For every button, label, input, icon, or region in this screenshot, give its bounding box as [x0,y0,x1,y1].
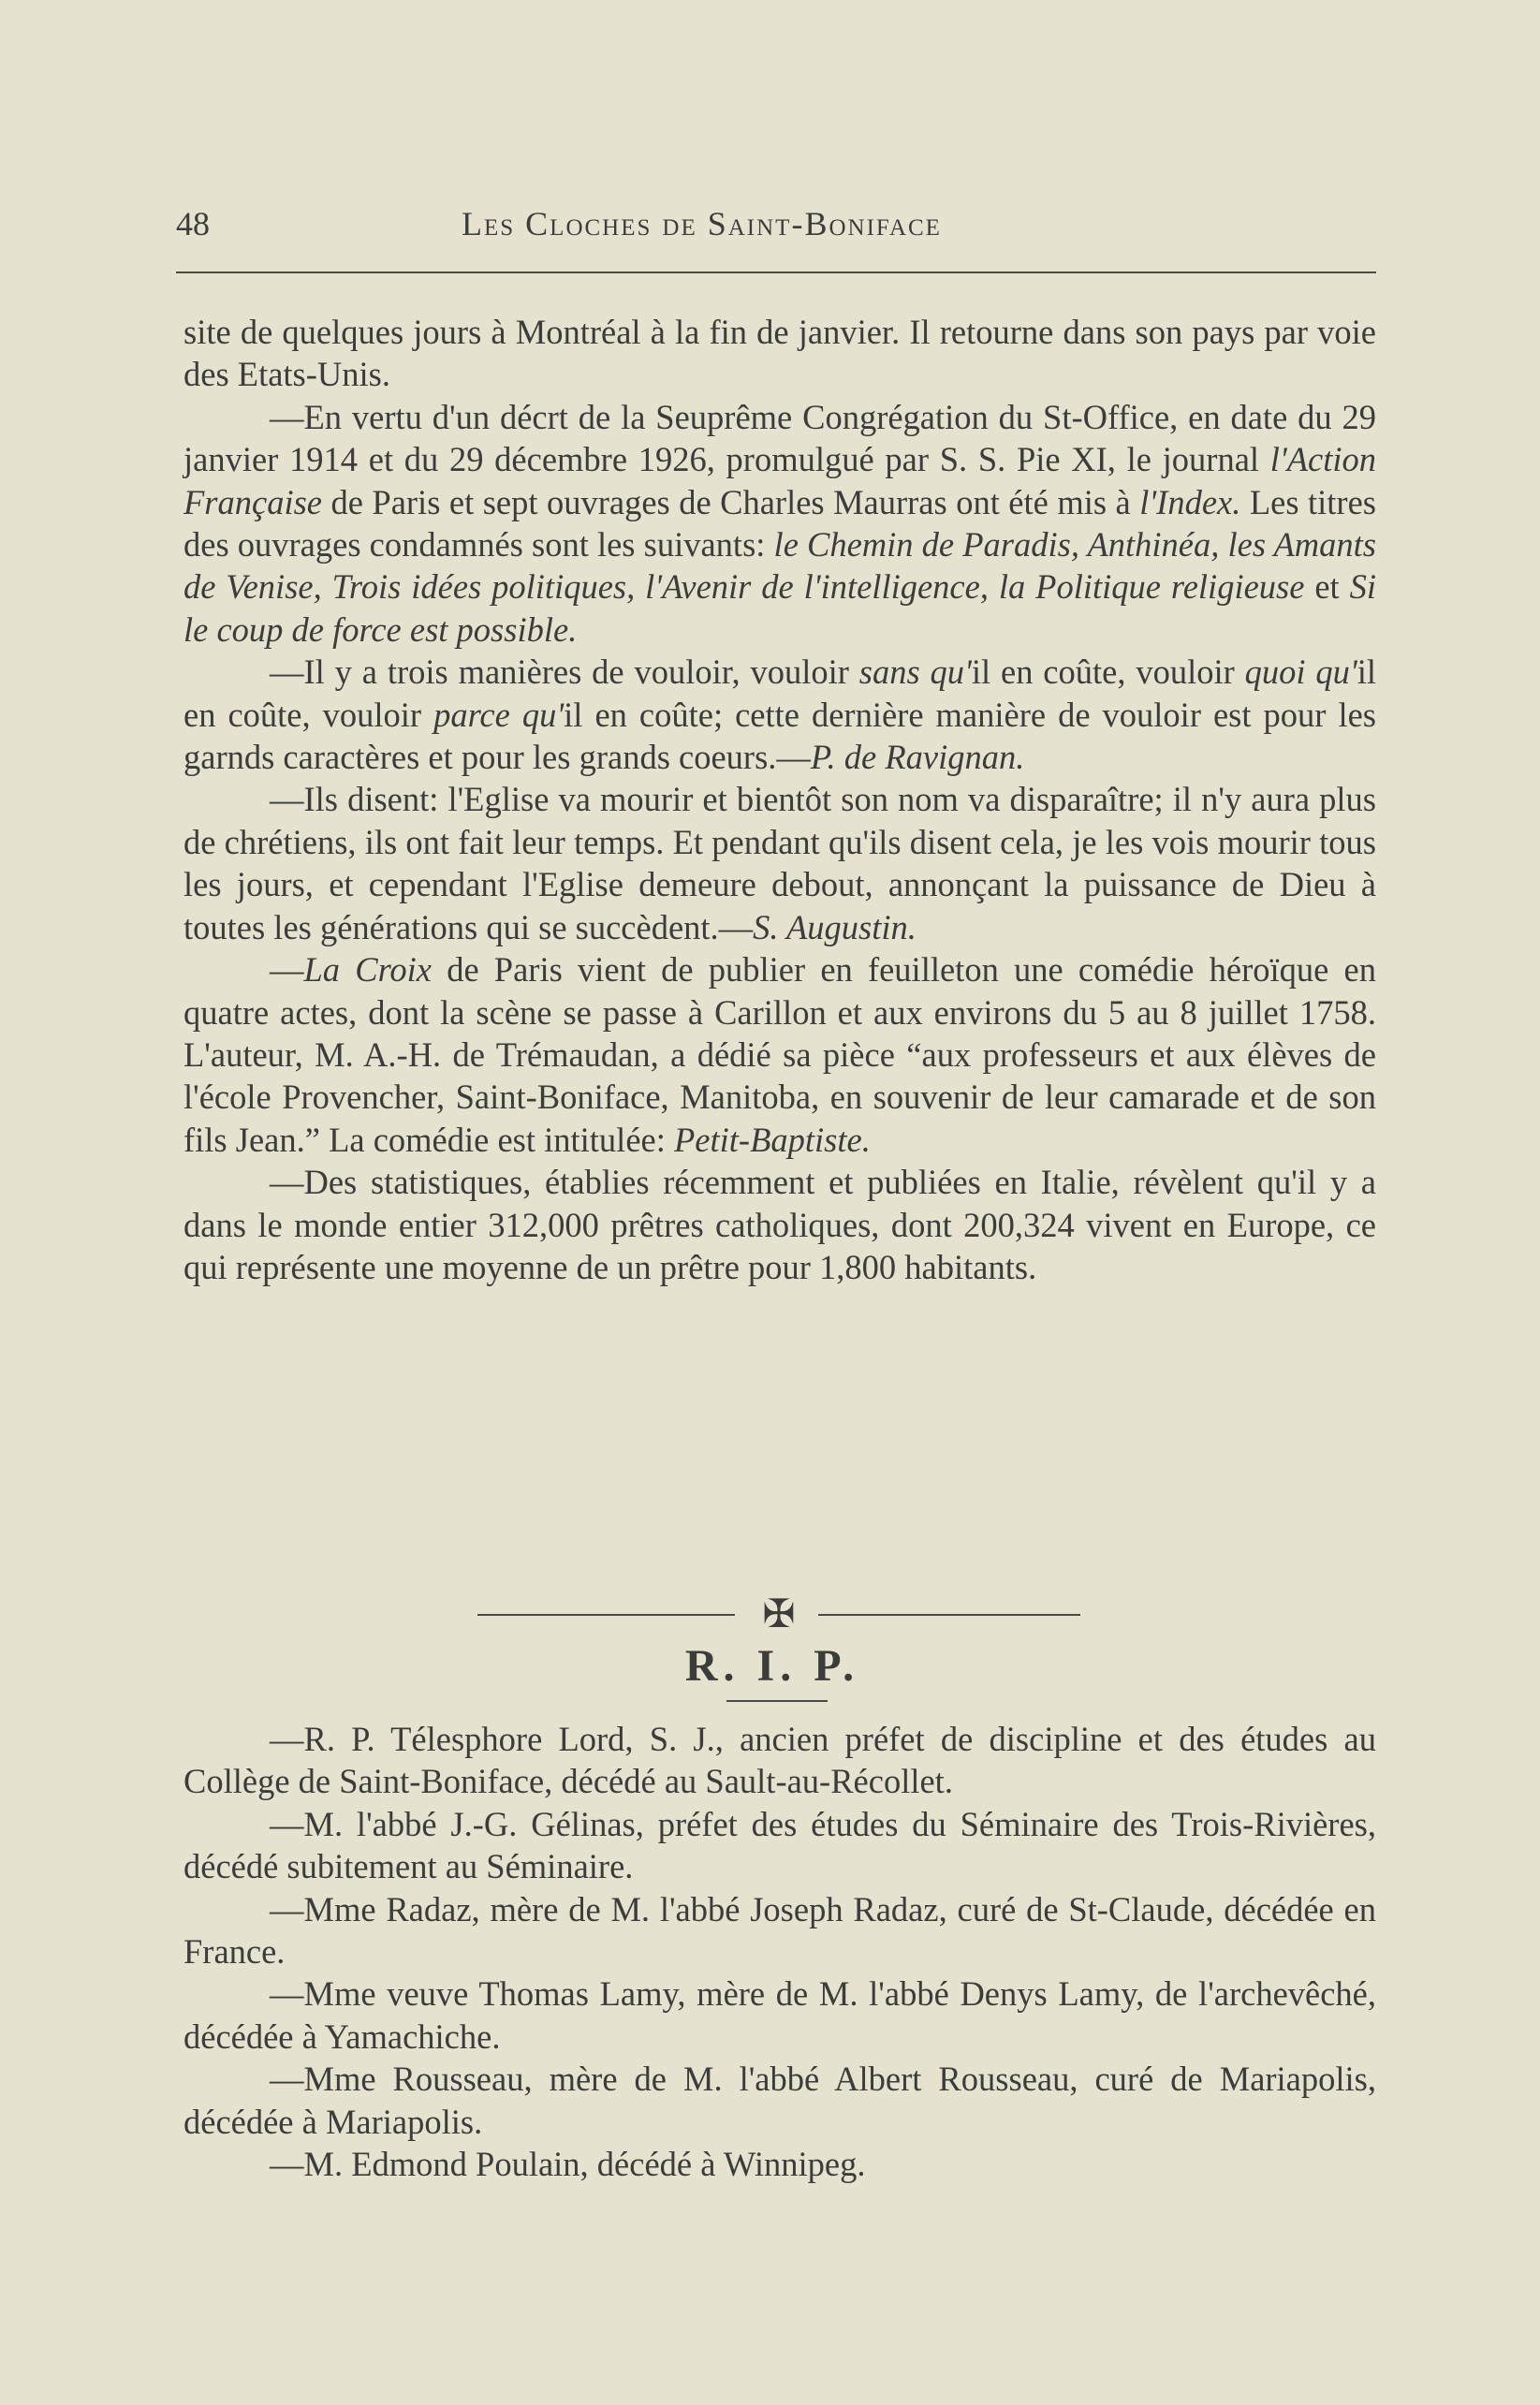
rip-item: —Mme Radaz, mère de M. l'abbé Joseph Radaz, curé de St-Claude, décédée en France. [183,1889,1376,1972]
text-run: il en coûte, vouloir [183,653,1376,734]
italic-run: Si le coup de force est possible. [183,567,1376,649]
body-text [183,311,1376,1288]
paragraph-ravignan-quote [183,651,1376,778]
text-run: de Paris vient de publier en feuilleton une comédie héroïque en quatre actes, dont la scène se passe à Carillon et aux environs du 5 au 8 juillet 1758. L'auteur, M. A.-H. de Trémaudan, a dédié sa pièce “aux professeurs et aux élèves de l'école Provencher, Saint-Boniface, Manitoba, en souvenir de leur camarade et de son fils Jean.” La comédie est intitulée: [183,950,1376,1159]
italic-run: Petit-Baptiste. [674,1120,871,1159]
italic-run: P. de Ravignan. [810,738,1025,777]
page-number: 48 [176,205,210,242]
text-run: il en coûte; cette dernière manière de vouloir est pour les garnds caractères et pour les grands coeurs.— [183,695,1376,777]
text-run: —Il y a trois manières de vouloir, vouloir [270,653,859,692]
paragraph-action-francaise [183,396,1376,651]
rip-item: —M. Edmond Poulain, décédé à Winnipeg. [270,2145,866,2184]
italic-run: quoi qu' [1244,653,1357,692]
paragraph-statistiques [183,1161,1376,1288]
rip-item: —Mme Rousseau, mère de M. l'abbé Albert Rousseau, curé de Mariapolis, décédée à Mariapolis. [183,2060,1376,2141]
text-run: il en coûte, vouloir [971,653,1245,692]
paragraph-text: —Des statistiques, établies récemment et publiées en Italie, révèlent qu'il y a dans le monde entier 312,000 prêtres catholiques, dont 200,324 vivent en Europe, ce qui représente une moyenne de un prêtre pour 1,800 habitants. [183,1163,1376,1286]
page-header [176,200,1376,257]
paragraph-la-croix [183,948,1376,1161]
cross-icon: ✠ [762,1593,796,1636]
text-run: de Paris et sept ouvrages de Charles Maurras ont été mis à [322,482,1140,521]
text-run: — [270,950,304,990]
section-divider [477,1591,1080,1638]
text-run: —En vertu d'un décrt de la Seuprême Congrégation du St-Office, en date du 29 janvier 1914 et du 29 décembre 1926, promulgué par S. S. Pie XI, le journal [183,397,1376,479]
italic-run: l'Index. [1139,482,1241,521]
section-title-rip: R. I. P. [684,1641,860,1691]
italic-run: l'Action Française [183,440,1376,521]
divider-rule-right [818,1614,1080,1616]
rip-item: —R. P. Télesphore Lord, S. J., ancien préfet de discipline et des études au Collège de Saint-Boniface, décédé au Sault-au-Récollet. [183,1720,1376,1801]
paragraph-augustin-quote [183,778,1376,948]
italic-run: sans qu' [858,653,972,692]
section-title-underline [726,1700,828,1702]
italic-run: S. Augustin. [753,907,917,946]
header-rule [176,271,1376,273]
paragraph-text: site de quelques jours à Montréal à la fin de janvier. Il retourne dans son pays par voie des Etats-Unis. [183,313,1376,394]
paragraph-continuation [183,311,1376,396]
divider-rule-left [477,1614,735,1616]
italic-run: parce qu' [433,695,565,734]
rip-list [183,1718,1376,2185]
running-title: Les Cloches de Saint-Boniface [462,205,942,242]
italic-run: La Croix [303,950,433,990]
text-run: et [1304,567,1350,607]
rip-item: —Mme veuve Thomas Lamy, mère de M. l'abbé Denys Lamy, de l'archevêché, décédée à Yamachiche. [183,1974,1376,2056]
text-run: —Ils disent: l'Eglise va mourir et bientôt son nom va disparaître; il n'y aura plus de chrétiens, ils ont fait leur temps. Et pendant qu'ils disent cela, je les vois mourir tous les jours, et cependant l'Eglise demeure debout, annonçant la puissance de Dieu à toutes les générations qui se succèdent.— [183,780,1376,946]
text-run: Les titres des ouvrages condamnés sont les suivants: [183,482,1376,565]
italic-run: le Chemin de Paradis, Anthinéa, les Amants de Venise, Trois idées politiques, l'Avenir de l'intelligence, la Politique religieuse [183,525,1376,607]
rip-item: —M. l'abbé J.-G. Gélinas, préfet des études du Séminaire des Trois-Rivières, décédé subitement au Séminaire. [183,1804,1376,1886]
